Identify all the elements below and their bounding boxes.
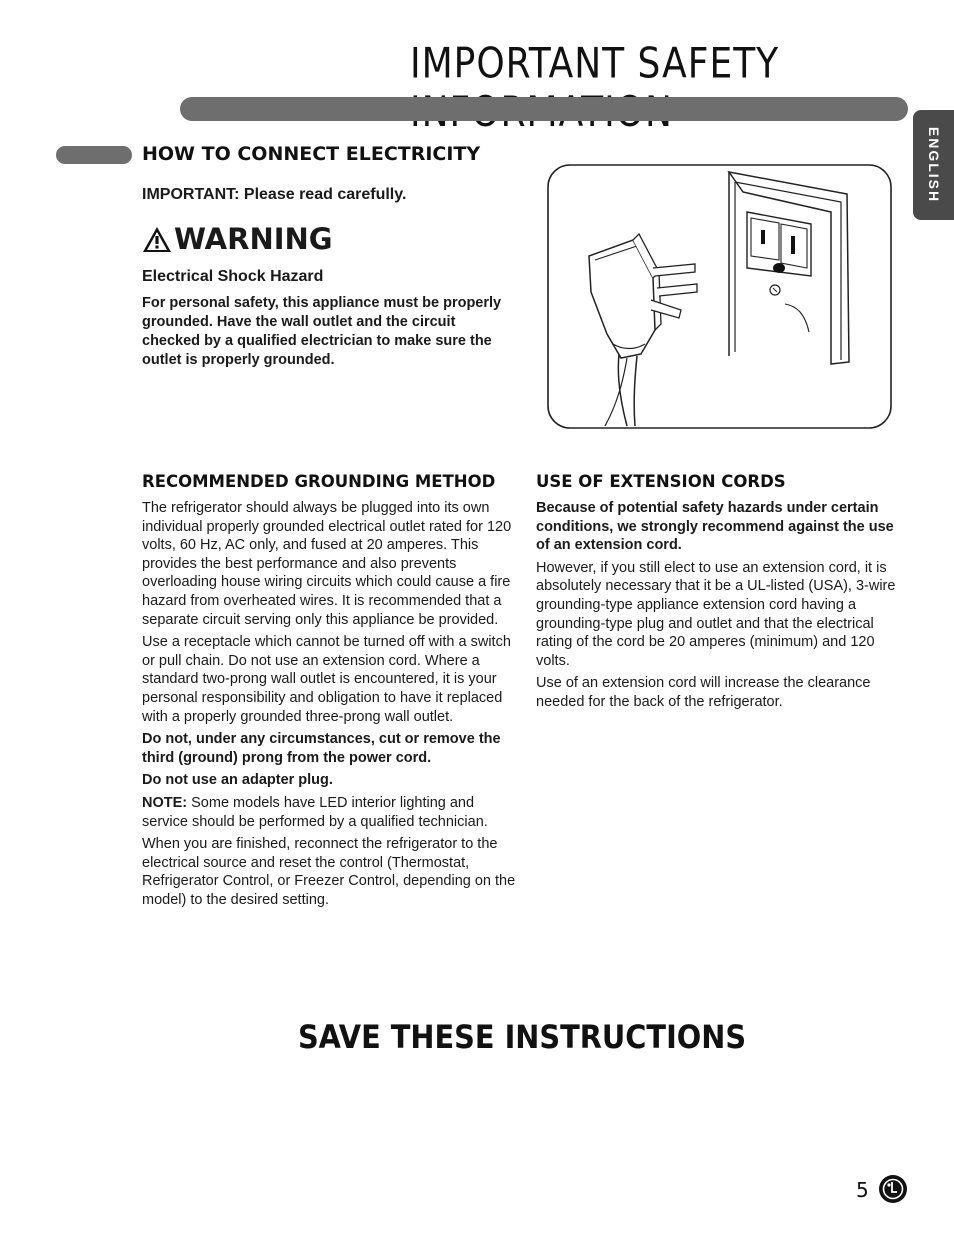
grounding-method-section [142,499,518,913]
page-number: 5 [856,1178,869,1202]
grounding-paragraph: The refrigerator should always be plugged into its own individual properly grounded electrical outlet rated for 120 volts, 60 Hz, AC only, and fused at 20 amperes. This provides the best performance and also prevents overloading house wiring circuits which could cause a fire hazard from overheated wires. It is recommended that a separate circuit serving only this appliance be provided. [142,500,512,628]
led-note [142,794,518,831]
section-marker [56,146,132,164]
extension-paragraph: However, if you still elect to use an extension cord, it is absolutely necessary that it be a UL-listed (USA), 3-wire grounding-type appliance extension cord having a grounding-type plug and outlet and that the electrical rating of the cord be 20 amperes (minimum) and 120 volts. [536,559,896,669]
note-label: NOTE: [142,794,188,811]
warning-label [142,222,333,256]
connect-electricity-heading: HOW TO CONNECT ELECTRICITY [142,143,481,165]
grounding-method-heading: RECOMMENDED GROUNDING METHOD [142,472,496,491]
page-title: IMPORTANT SAFETY [410,39,780,88]
note-text: Some models have LED interior lighting and service should be performed by a qualified technician. [142,794,488,830]
grounding-paragraph: When you are finished, reconnect the refrigerator to the electrical source and reset the control (Thermostat, Refrigerator Control, or Freezer Control, depending on the model) to the desired setting. [142,836,516,908]
shock-hazard-title: Electrical Shock Hazard [142,268,324,285]
grounding-paragraph: Use a receptacle which cannot be turned off with a switch or pull chain. Do not use an extension cord. Where a standard two-prong wall outlet is encountered, it is your personal responsibility and obligation to have it replaced with a properly grounded three-prong wall outlet. [142,634,511,725]
extension-cords-section [536,499,896,716]
adapter-plug-warning: Do not use an adapter plug. [142,772,333,789]
title-bar-divider [180,97,908,121]
extension-cords-heading: USE OF EXTENSION CORDS [536,472,786,491]
save-instructions-heading [0,1018,954,1056]
extension-paragraph: Use of an extension cord will increase the clearance needed for the back of the refrigerator. [536,675,871,710]
important-note: IMPORTANT: Please read carefully. [142,186,407,203]
warning-triangle-icon [142,226,172,253]
save-instructions-text: SAVE THESE INSTRUCTIONS [297,1018,747,1056]
plug-outlet-illustration [547,164,892,429]
language-tab [913,110,954,220]
shock-hazard-text: For personal safety, this appliance must be properly grounded. Have the wall outlet and the circuit checked by a qualified electrician to make sure the outlet is properly grounded. [142,295,502,368]
grounding-prong-warning: Do not, under any circumstances, cut or remove the third (ground) prong from the power cord. [142,731,501,766]
warning-text: WARNING [174,222,333,256]
language-tab-label: ENGLISH [925,126,942,204]
lg-logo-icon [878,1174,908,1204]
extension-warning: Because of potential safety hazards under certain conditions, we strongly recommend against the use of an extension cord. [536,500,894,554]
